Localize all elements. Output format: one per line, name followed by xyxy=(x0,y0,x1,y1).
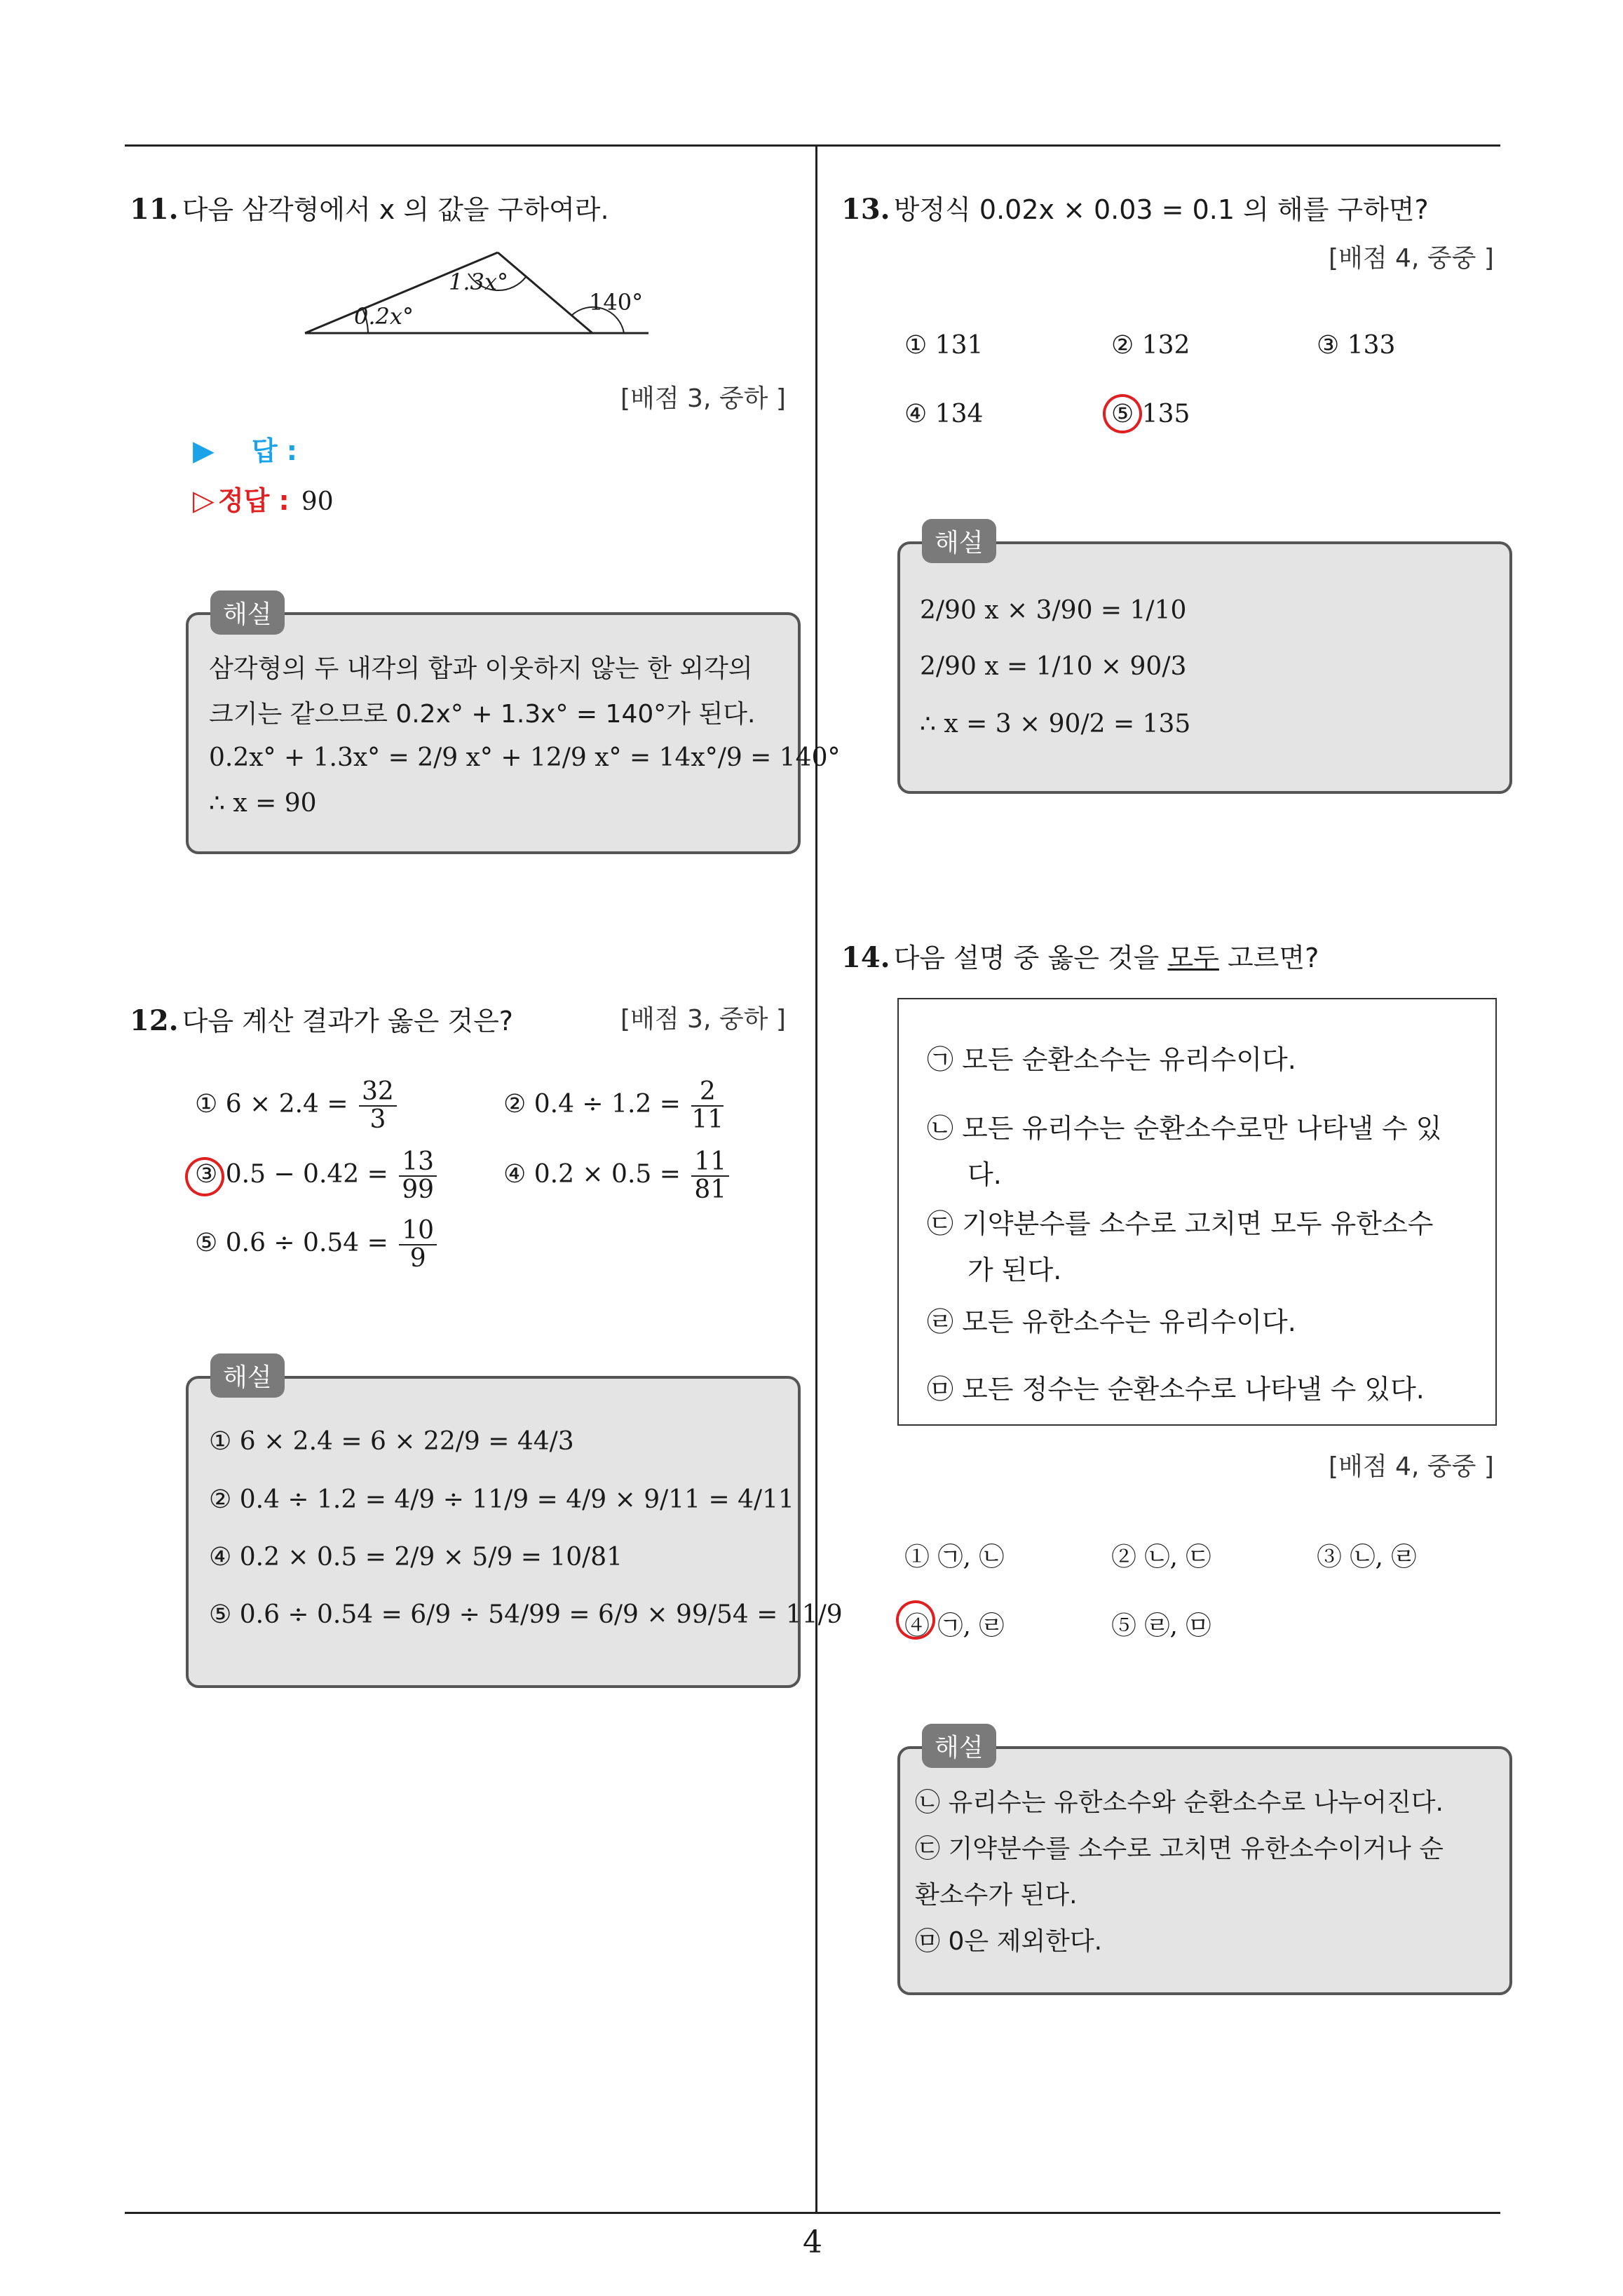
choice-2[interactable]: ② 132 xyxy=(1111,331,1190,360)
question-12 xyxy=(130,999,513,1038)
statement-d: ㉣ 모든 유한소수는 유리수이다. xyxy=(927,1306,1296,1337)
choice-fraction: $\frac{32}{3}$ xyxy=(359,1079,397,1133)
question-14 xyxy=(841,936,1319,975)
statement-e: ㉤ 모든 정수는 순환소수로 나타낼 수 있다. xyxy=(927,1374,1425,1405)
question-11 xyxy=(130,188,609,227)
choice-4[interactable] xyxy=(503,1149,732,1203)
choice-fraction: $\frac{10}{9}$ xyxy=(399,1217,437,1272)
choice-expr: 0.4 ÷ 1.2 = xyxy=(534,1089,681,1119)
explanation-line: ∴ x = 90 xyxy=(209,789,317,818)
explanation-line: ② 0.4 ÷ 1.2 = 4/9 ÷ 11/9 = 4/9 × 9/11 = 4/11 xyxy=(209,1485,794,1514)
angle-label-top: 1.3x° xyxy=(449,269,508,295)
question-number: 12. xyxy=(130,1004,179,1037)
statement-b: ㉡ 모든 유리수는 순환소수로만 나타낼 수 있 xyxy=(927,1113,1442,1144)
answer-label: 답 : xyxy=(251,435,297,466)
choice-expr: 0.2 × 0.5 = xyxy=(534,1159,681,1189)
question-text: 고르면? xyxy=(1218,943,1319,973)
choice-expr: 6 × 2.4 = xyxy=(225,1089,348,1119)
explanation-line: 삼각형의 두 내각의 합과 이웃하지 않는 한 외각의 xyxy=(209,654,753,683)
explanation-line: ㉤ 0은 제외한다. xyxy=(915,1927,1103,1956)
choice-1[interactable] xyxy=(195,1079,400,1133)
play-outline-icon: ▷ xyxy=(193,485,215,517)
choice-fraction: $\frac{11}{81}$ xyxy=(691,1149,729,1203)
choice-mark: ③ xyxy=(195,1159,218,1189)
play-icon: ▶ xyxy=(193,435,215,467)
choice-fraction: $\frac{13}{99}$ xyxy=(399,1149,437,1203)
explanation-line: ∴ x = 3 × 90/2 = 135 xyxy=(920,710,1191,738)
question-number: 13. xyxy=(841,193,890,226)
question-number: 14. xyxy=(841,941,890,974)
choice-5[interactable]: ⑤ ㉣, ㉤ xyxy=(1111,1612,1211,1640)
choice-4[interactable]: ④ ㉠, ㉣ xyxy=(904,1612,1005,1640)
statement-c: ㉢ 기약분수를 소수로 고치면 모두 유한소수 xyxy=(927,1208,1434,1239)
explanation-line: ⑤ 0.6 ÷ 0.54 = 6/9 ÷ 54/99 = 6/9 × 99/54 = 11/9 xyxy=(209,1600,843,1629)
question-text: 방정식 0.02x × 0.03 = 0.1 의 해를 구하면? xyxy=(893,194,1429,225)
explanation-tag: 해설 xyxy=(922,519,996,563)
correct-answer-row xyxy=(193,479,334,518)
question-text-underlined: 모두 xyxy=(1167,943,1219,973)
angle-label-right: 140° xyxy=(589,289,644,316)
score-meta: [배점 4, 중중 ] xyxy=(1329,1452,1494,1481)
choice-3[interactable]: ③ 133 xyxy=(1317,331,1396,360)
statement-a: ㉠ 모든 순환소수는 유리수이다. xyxy=(927,1044,1296,1075)
bottom-rule xyxy=(125,2212,1500,2214)
question-13 xyxy=(841,188,1429,227)
score-meta: [배점 3, 중하 ] xyxy=(620,1005,786,1034)
explanation-tag: 해설 xyxy=(210,1353,285,1398)
correct-label: 정답 : xyxy=(217,485,290,516)
choice-5[interactable]: ⑤ 135 xyxy=(1111,400,1190,428)
question-text: 다음 설명 중 옳은 것을 xyxy=(893,943,1168,973)
choice-2[interactable] xyxy=(503,1079,726,1133)
explanation-line: 2/90 x = 1/10 × 90/3 xyxy=(920,652,1187,681)
explanation-tag: 해설 xyxy=(210,590,285,635)
explanation-line: ④ 0.2 × 0.5 = 2/9 × 5/9 = 10/81 xyxy=(209,1543,623,1572)
choice-mark: ⑤ xyxy=(195,1228,218,1257)
choice-1[interactable]: ① ㉠, ㉡ xyxy=(904,1543,1005,1572)
explanation-line: 환소수가 된다. xyxy=(915,1881,1078,1910)
explanation-line: ㉢ 기약분수를 소수로 고치면 유한소수이거나 순 xyxy=(915,1835,1444,1863)
statement-c-cont: 가 된다. xyxy=(967,1255,1062,1285)
explanation-box xyxy=(186,1376,801,1688)
statement-b-cont: 다. xyxy=(967,1159,1002,1190)
column-divider xyxy=(815,144,817,2213)
choice-5[interactable] xyxy=(195,1217,440,1272)
explanation-line: ① 6 × 2.4 = 6 × 22/9 = 44/3 xyxy=(209,1427,574,1456)
top-rule xyxy=(125,144,1500,147)
choice-3[interactable] xyxy=(195,1149,440,1203)
score-meta: [배점 3, 중하 ] xyxy=(620,384,786,413)
choice-mark: ① xyxy=(195,1089,218,1119)
answer-row xyxy=(193,429,297,468)
explanation-line: 크기는 같으므로 0.2x° + 1.3x° = 140°가 된다. xyxy=(209,700,756,729)
question-text: 다음 삼각형에서 x 의 값을 구하여라. xyxy=(182,194,609,225)
choice-fraction: $\frac{2}{11}$ xyxy=(691,1077,724,1134)
choice-3[interactable]: ③ ㉡, ㉣ xyxy=(1317,1543,1417,1572)
choice-mark: ② xyxy=(503,1089,527,1119)
selected-answer-circle xyxy=(1099,391,1146,437)
correct-value: 90 xyxy=(301,487,334,516)
choice-expr: 0.6 ÷ 0.54 = xyxy=(225,1228,388,1257)
explanation-line: 0.2x° + 1.3x° = 2/9 x° + 12/9 x° = 14x°/9 = 140° xyxy=(209,743,841,772)
score-meta: [배점 4, 중중 ] xyxy=(1329,244,1494,273)
choice-2[interactable]: ② ㉡, ㉢ xyxy=(1111,1543,1211,1572)
question-number: 11. xyxy=(130,193,179,226)
choice-1[interactable]: ① 131 xyxy=(904,331,984,360)
page-number: 4 xyxy=(803,2224,822,2260)
explanation-line: ㉡ 유리수는 유한소수와 순환소수로 나누어진다. xyxy=(915,1788,1444,1817)
explanation-line: 2/90 x × 3/90 = 1/10 xyxy=(920,596,1187,625)
choice-mark: ④ xyxy=(503,1159,527,1189)
angle-label-left: 0.2x° xyxy=(354,303,414,330)
question-text: 다음 계산 결과가 옳은 것은? xyxy=(182,1006,513,1036)
explanation-tag: 해설 xyxy=(922,1724,996,1768)
choice-expr: 0.5 − 0.42 = xyxy=(225,1159,388,1189)
choice-4[interactable]: ④ 134 xyxy=(904,400,984,428)
